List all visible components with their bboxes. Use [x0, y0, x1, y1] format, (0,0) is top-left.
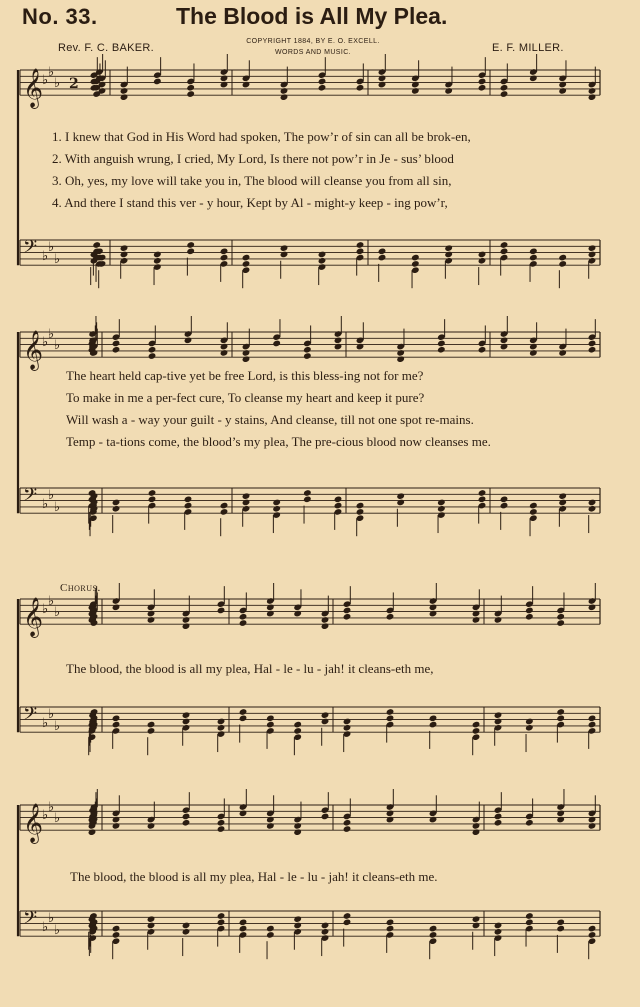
note-head — [494, 819, 503, 827]
chorus-lyric-line-1: The blood, the blood is all my plea, Hal - le - lu - jah! it cleans-eth me, — [66, 661, 434, 676]
note-head — [343, 607, 352, 615]
note-head — [529, 343, 538, 351]
note-head — [472, 822, 481, 830]
note-head — [266, 822, 275, 830]
note-head — [242, 349, 251, 357]
flat-icon: ♭ — [42, 920, 49, 935]
note-head — [556, 613, 565, 621]
note-head — [429, 721, 438, 729]
note-head — [112, 340, 121, 348]
note-head — [588, 822, 597, 830]
note-head — [280, 244, 289, 252]
flat-icon: ♭ — [48, 327, 55, 342]
note-head — [242, 81, 251, 89]
note-head — [120, 244, 129, 252]
flat-icon: ♭ — [48, 911, 55, 926]
note-head — [153, 78, 162, 86]
note-head — [478, 346, 487, 354]
note-head — [318, 251, 327, 259]
note-head — [429, 715, 438, 723]
note-head — [588, 604, 597, 612]
treble-clef-icon: 𝄞 — [23, 330, 44, 371]
note-head — [558, 260, 567, 268]
note-head — [148, 346, 157, 354]
note-head — [321, 718, 330, 726]
note-head — [588, 816, 597, 824]
note-head — [147, 727, 156, 735]
note-head — [588, 251, 597, 259]
note-head — [321, 922, 330, 930]
note-head — [186, 84, 195, 92]
note-head — [429, 931, 438, 939]
flat-icon: ♭ — [48, 65, 55, 80]
note-head — [558, 492, 567, 500]
note-head — [343, 919, 352, 927]
note-head — [280, 93, 289, 101]
note-head — [437, 346, 446, 354]
note-head — [378, 75, 387, 83]
note-head — [472, 828, 481, 836]
note-head — [472, 922, 481, 930]
note-head — [217, 825, 226, 833]
flat-icon: ♭ — [54, 719, 61, 734]
note-head — [472, 616, 481, 624]
note-head — [437, 340, 446, 348]
note-head — [217, 912, 226, 920]
note-head — [500, 248, 509, 256]
note-head — [343, 912, 352, 920]
note-head — [303, 346, 312, 354]
composer-credit: E. F. MILLER. — [492, 42, 564, 54]
note-head — [529, 502, 538, 510]
note-head — [494, 922, 503, 930]
note-head — [266, 610, 275, 618]
note-head — [220, 248, 229, 256]
note-head — [588, 925, 597, 933]
note-head — [558, 349, 567, 357]
note-head — [266, 715, 275, 723]
treble-clef-icon: 𝄞 — [23, 803, 44, 844]
note-head — [242, 355, 251, 363]
note-head — [556, 925, 565, 933]
note-head — [429, 816, 438, 824]
note-head — [472, 915, 481, 923]
note-head — [494, 616, 503, 624]
treble-clef-icon: 𝄞 — [23, 597, 44, 638]
note-head — [182, 928, 191, 936]
note-head — [112, 822, 121, 830]
note-head — [217, 819, 226, 827]
note-head — [494, 813, 503, 821]
note-head — [343, 718, 352, 726]
note-head — [478, 84, 487, 92]
note-head — [556, 816, 565, 824]
verse-4-line-1: 4. And there I stand this ver - y hour, Kept by Al - might-y keep - ing pow’r, — [52, 195, 448, 210]
note-head — [321, 622, 330, 630]
note-head — [239, 715, 248, 723]
note-head — [186, 248, 195, 256]
note-head — [148, 352, 157, 360]
note-head — [500, 90, 509, 98]
chorus-lyric-line-2: The blood, the blood is all my plea, Hal - le - lu - jah! it cleans-eth me. — [70, 869, 438, 884]
note-head — [293, 727, 302, 735]
note-head — [444, 244, 453, 252]
flat-icon: ♭ — [42, 808, 49, 823]
note-head — [500, 84, 509, 92]
note-head — [239, 810, 248, 818]
note-head — [112, 816, 121, 824]
note-head — [386, 919, 395, 927]
flat-icon: ♭ — [54, 338, 61, 353]
lyricist-credit: Rev. F. C. BAKER. — [58, 42, 154, 54]
note-head — [525, 718, 534, 726]
note-head — [356, 502, 365, 510]
note-head — [437, 499, 446, 507]
flat-icon: ♭ — [48, 488, 55, 503]
note-head — [556, 619, 565, 627]
hymn-number: No. 33. — [22, 4, 98, 29]
flat-icon: ♭ — [48, 240, 55, 255]
note-head — [525, 613, 534, 621]
note-head — [147, 915, 156, 923]
note-head — [396, 349, 405, 357]
flat-icon: ♭ — [54, 500, 61, 515]
note-head — [343, 825, 352, 833]
note-head — [472, 727, 481, 735]
note-head — [529, 248, 538, 256]
note-head — [182, 711, 191, 719]
note-head — [356, 248, 365, 256]
note-head — [266, 721, 275, 729]
note-head — [386, 925, 395, 933]
note-head — [293, 915, 302, 923]
note-head — [239, 919, 248, 927]
note-head — [182, 819, 191, 827]
note-head — [411, 87, 420, 95]
note-head — [525, 819, 534, 827]
note-head — [588, 931, 597, 939]
note-head — [588, 340, 597, 348]
note-head — [147, 610, 156, 618]
note-head — [242, 254, 251, 262]
note-head — [500, 502, 509, 510]
note-head — [478, 257, 487, 265]
note-head — [112, 931, 121, 939]
note-head — [220, 81, 229, 89]
note-head — [112, 346, 121, 354]
note-head — [429, 925, 438, 933]
verse-1-line-2: The heart held cap-tive yet be free Lord, is this bless-ing not for me? — [66, 368, 424, 383]
note-head — [182, 718, 191, 726]
note-head — [500, 496, 509, 504]
note-head — [182, 622, 191, 630]
note-head — [525, 919, 534, 927]
note-head — [112, 715, 121, 723]
flat-icon: ♭ — [54, 811, 61, 826]
note-head — [239, 925, 248, 933]
note-head — [529, 254, 538, 262]
note-head — [396, 492, 405, 500]
note-head — [386, 816, 395, 824]
note-head — [186, 90, 195, 98]
note-head — [220, 508, 229, 516]
note-head — [220, 254, 229, 262]
note-head — [148, 496, 157, 504]
note-head — [184, 496, 193, 504]
note-head — [478, 489, 487, 497]
note-head — [334, 502, 343, 510]
flat-icon: ♭ — [54, 252, 61, 267]
note-head — [293, 822, 302, 830]
note-head — [120, 93, 129, 101]
treble-clef-icon: 𝄞 — [23, 68, 44, 109]
verse-3-line-2: Will wash a - way your guilt - y stains, And cleanse, till not one spot re-mains. — [66, 412, 474, 427]
note-head — [147, 721, 156, 729]
note-head — [112, 925, 121, 933]
verse-2-line-2: To make in me a per-fect cure, To cleanse my heart and keep it pure? — [66, 390, 425, 405]
note-head — [356, 343, 365, 351]
flat-icon: ♭ — [48, 594, 55, 609]
note-head — [303, 352, 312, 360]
note-head — [318, 78, 327, 86]
note-head — [334, 343, 343, 351]
note-head — [558, 499, 567, 507]
note-head — [220, 349, 229, 357]
note-head — [494, 718, 503, 726]
note-head — [266, 925, 275, 933]
verse-3-line-1: 3. Oh, yes, my love will take you in, The blood will cleanse you from all sin, — [52, 173, 452, 188]
note-head — [500, 337, 509, 345]
note-head — [220, 343, 229, 351]
flat-icon: ♭ — [54, 605, 61, 620]
note-head — [120, 87, 129, 95]
flat-icon: ♭ — [48, 707, 55, 722]
note-head — [182, 922, 191, 930]
note-head — [378, 248, 387, 256]
note-head — [588, 87, 597, 95]
note-head — [588, 93, 597, 101]
note-head — [217, 724, 226, 732]
bass-clef-icon: 𝄢 — [23, 908, 38, 933]
flat-icon: ♭ — [42, 602, 49, 617]
note-head — [411, 260, 420, 268]
note-head — [321, 616, 330, 624]
note-head — [184, 337, 193, 345]
flat-icon: ♭ — [42, 716, 49, 731]
note-head — [272, 340, 281, 348]
note-head — [242, 499, 251, 507]
note-head — [147, 616, 156, 624]
note-head — [396, 355, 405, 363]
note-head — [558, 254, 567, 262]
note-head — [242, 260, 251, 268]
note-head — [112, 721, 121, 729]
copyright-subline: WORDS AND MUSIC. — [274, 49, 351, 56]
note-head — [321, 813, 330, 821]
note-head — [478, 496, 487, 504]
note-head — [92, 241, 101, 249]
note-head — [500, 343, 509, 351]
note-head — [153, 251, 162, 259]
note-head — [588, 244, 597, 252]
note-head — [386, 715, 395, 723]
note-head — [378, 254, 387, 262]
note-head — [186, 241, 195, 249]
note-head — [500, 241, 509, 249]
note-head — [266, 604, 275, 612]
note-head — [556, 919, 565, 927]
note-head — [321, 711, 330, 719]
note-head — [318, 257, 327, 265]
note-head — [148, 489, 157, 497]
note-head — [529, 75, 538, 83]
note-head — [239, 619, 248, 627]
note-head — [588, 721, 597, 729]
note-head — [356, 508, 365, 516]
flat-icon: ♭ — [42, 497, 49, 512]
notation-layer — [18, 54, 600, 959]
note-head — [525, 724, 534, 732]
note-head — [343, 819, 352, 827]
note-head — [558, 87, 567, 95]
note-head — [494, 711, 503, 719]
note-head — [588, 715, 597, 723]
note-head — [356, 84, 365, 92]
note-head — [280, 87, 289, 95]
note-head — [411, 81, 420, 89]
note-head — [217, 919, 226, 927]
note-head — [343, 724, 352, 732]
note-head — [478, 78, 487, 86]
copyright-line: COPYRIGHT 1884, BY E. O. EXCELL. — [246, 38, 380, 45]
note-head — [343, 613, 352, 621]
note-head — [556, 810, 565, 818]
chorus-label: Chorus. — [60, 582, 101, 594]
bass-clef-icon: 𝄢 — [23, 485, 38, 510]
note-head — [429, 610, 438, 618]
note-head — [334, 337, 343, 345]
flat-icon: ♭ — [54, 76, 61, 91]
flat-icon: ♭ — [42, 335, 49, 350]
note-head — [280, 251, 289, 259]
note-head — [112, 505, 121, 513]
verse-1-line-1: 1. I knew that God in His Word had spoken, The pow’r of sin can all be brok-en, — [52, 129, 471, 144]
verse-2-line-1: 2. With anguish wrung, I cried, My Lord, Is there not pow’r in Je - sus’ blood — [52, 151, 454, 166]
note-head — [242, 492, 251, 500]
note-head — [182, 616, 191, 624]
note-head — [429, 604, 438, 612]
note-head — [494, 928, 503, 936]
note-head — [266, 816, 275, 824]
bass-clef-icon: 𝄢 — [23, 704, 38, 729]
note-head — [472, 721, 481, 729]
note-head — [588, 505, 597, 513]
verse-4-line-2: Temp - ta-tions come, the blood’s my plea, The pre-cious blood now cleanses me. — [66, 434, 491, 449]
note-head — [239, 708, 248, 716]
note-head — [411, 254, 420, 262]
note-head — [386, 613, 395, 621]
flat-icon: ♭ — [48, 800, 55, 815]
note-head — [386, 708, 395, 716]
note-head — [356, 241, 365, 249]
note-head — [266, 931, 275, 939]
note-head — [184, 502, 193, 510]
note-head — [472, 610, 481, 618]
note-head — [293, 610, 302, 618]
note-head — [217, 607, 226, 615]
note-head — [293, 828, 302, 836]
note-head — [220, 75, 229, 83]
note-head — [293, 721, 302, 729]
note-head — [588, 346, 597, 354]
note-head — [437, 505, 446, 513]
note-head — [525, 912, 534, 920]
note-head — [147, 922, 156, 930]
note-head — [120, 251, 129, 259]
note-head — [272, 499, 281, 507]
note-head — [303, 489, 312, 497]
note-head — [88, 828, 97, 836]
note-head — [303, 496, 312, 504]
note-head — [321, 928, 330, 936]
note-head — [556, 708, 565, 716]
flat-icon: ♭ — [54, 923, 61, 938]
bass-clef-icon: 𝄢 — [23, 237, 38, 262]
note-head — [529, 349, 538, 357]
note-head — [272, 505, 281, 513]
note-head — [556, 715, 565, 723]
note-head — [396, 499, 405, 507]
hymn-title: The Blood is All My Plea. — [176, 3, 448, 29]
note-head — [529, 508, 538, 516]
time-signature: 2 — [69, 76, 79, 92]
note-head — [558, 81, 567, 89]
note-head — [478, 251, 487, 259]
note-head — [525, 607, 534, 615]
note-head — [293, 922, 302, 930]
note-head — [318, 84, 327, 92]
note-head — [444, 251, 453, 259]
flat-icon: ♭ — [42, 73, 49, 88]
note-head — [182, 813, 191, 821]
note-head — [588, 499, 597, 507]
flat-icon: ♭ — [42, 249, 49, 264]
note-head — [153, 257, 162, 265]
note-head — [334, 496, 343, 504]
note-head — [112, 499, 121, 507]
note-head — [147, 822, 156, 830]
note-head — [444, 87, 453, 95]
note-head — [220, 502, 229, 510]
note-head — [217, 718, 226, 726]
note-head — [386, 810, 395, 818]
note-head — [378, 81, 387, 89]
note-head — [239, 613, 248, 621]
note-head — [112, 604, 121, 612]
